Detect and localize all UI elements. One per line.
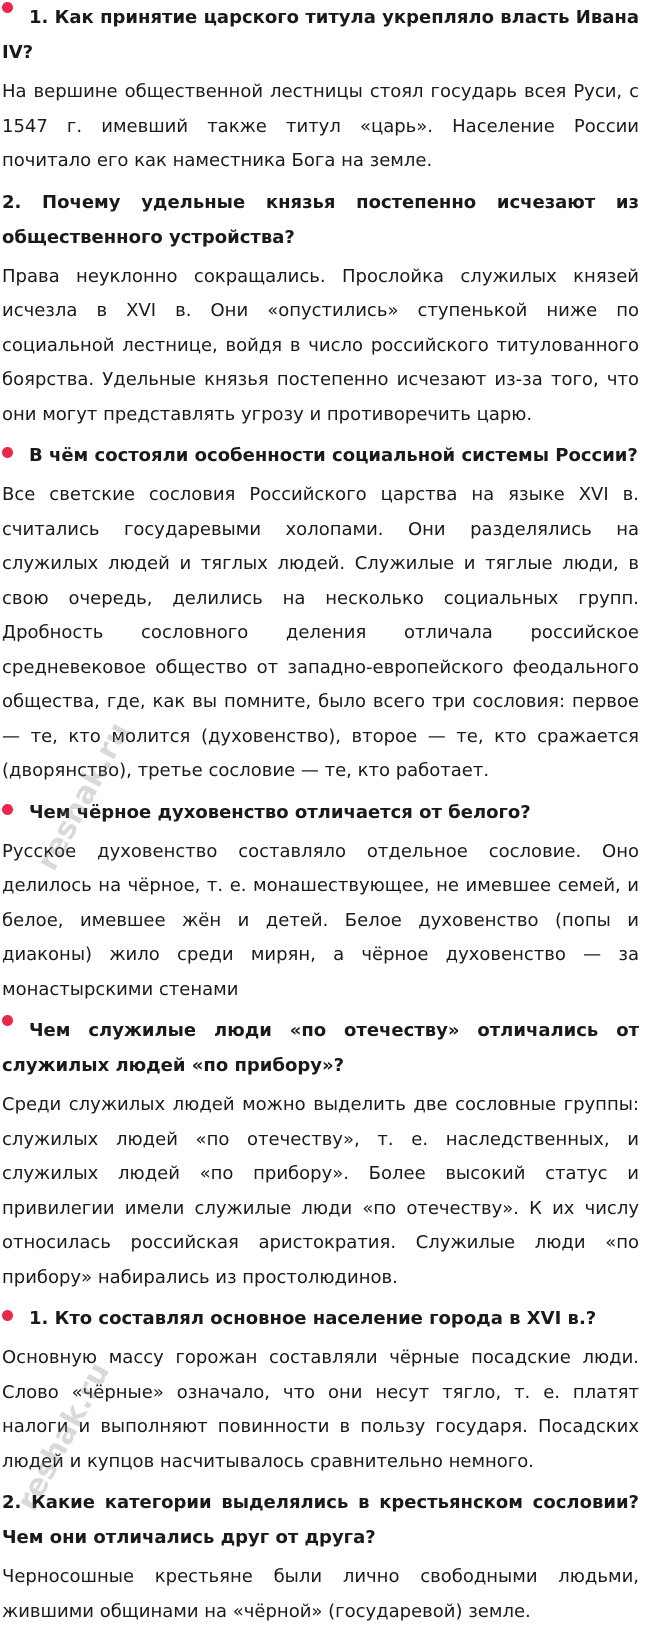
answer-5: Среди служилых людей можно выделить две сословные группы: служилых людей «по отечеству», т. е. наследственных, и служилых людей «по прибору». Более высокий статус и привилегии имели служилые люди «по отечеству». К их числу относилась российская аристократия. Служилые люди «по прибору» набирались из простолюдинов. [2,1094,639,1288]
question-1 [2,0,639,70]
question-text: 1. Как принятие царского титула укрепляло власть Ивана IV? [2,7,639,63]
question-3 [2,438,639,473]
answer-1: На вершине общественной лестницы стоял государь всея Руси, с 1547 г. имевший также титул «царь». Население России почитало его как наместника Бога на земле. [2,81,639,171]
answer-7: Черносошные крестьяне были лично свободными людьми, жившими общинами на «чёрной» (государевой) земле. [2,1566,639,1622]
answer-3: Все светские сословия Российского царства на языке XVI в. считались государевыми холопами. Они разделялись на служилых людей и тяглых людей. Служилые и тяглые люди, в свою очередь, делились на несколько социальных групп. Дробность сословного деления отличала российское средневековое общество от западно-европейского феодального общества, где, как вы помните, было всего три сословия: первое — те, кто молится (духовенство), второе — те, кто сражается (дворянство), третье сословие — те, кто работает. [2,484,639,781]
question-4 [2,795,639,830]
question-text: В чём состояли особенности социальной системы России? [29,445,638,466]
answer-6: Основную массу горожан составляли чёрные посадские люди. Слово «чёрные» означало, что они несут тягло, т. е. платят налоги и выполняют повинности в пользу государя. Посадских людей и купцов насчитывалось сравнительно немного. [2,1347,639,1472]
bullet-icon [2,804,13,815]
question-text: Чем служилые люди «по отечеству» отличались от служилых людей «по прибору»? [2,1020,639,1076]
question-5 [2,1013,639,1083]
question-2: 2. Почему удельные князья постепенно исчезают из общественного устройства? [2,191,639,248]
answer-4: Русское духовенство составляло отдельное сословие. Оно делилось на чёрное, т. е. монашествующее, не имевшее семей, и белое, имевшее жён и детей. Белое духовенство (попы и диаконы) жило среди мирян, а чёрное духовенство — за монастырскими стенами [2,840,639,1000]
bullet-icon [2,447,13,458]
bullet-icon [2,1310,13,1321]
question-6 [2,1301,639,1336]
question-text: 1. Кто составлял основное население города в XVI в.? [29,1308,597,1329]
watermark: reshak.ru [10,1356,118,1517]
bullet-icon [2,2,13,13]
question-7: 2. Какие категории выделялись в крестьянском сословии? Чем они отличались друг от друга? [2,1492,639,1548]
answer-2: Права неуклонно сокращались. Прослойка служилых князей исчезла в XVI в. Они «опустились» ступенькой ниже по социальной лестнице, войдя в число российского титулованного боярства. Удельные князья постепенно исчезают из-за того, что они могут представлять угрозу и противоречить царю. [2,265,639,425]
bullet-icon [2,1015,13,1026]
question-text: Чем чёрное духовенство отличается от белого? [29,801,531,823]
watermark: reshak.ru [30,716,138,877]
